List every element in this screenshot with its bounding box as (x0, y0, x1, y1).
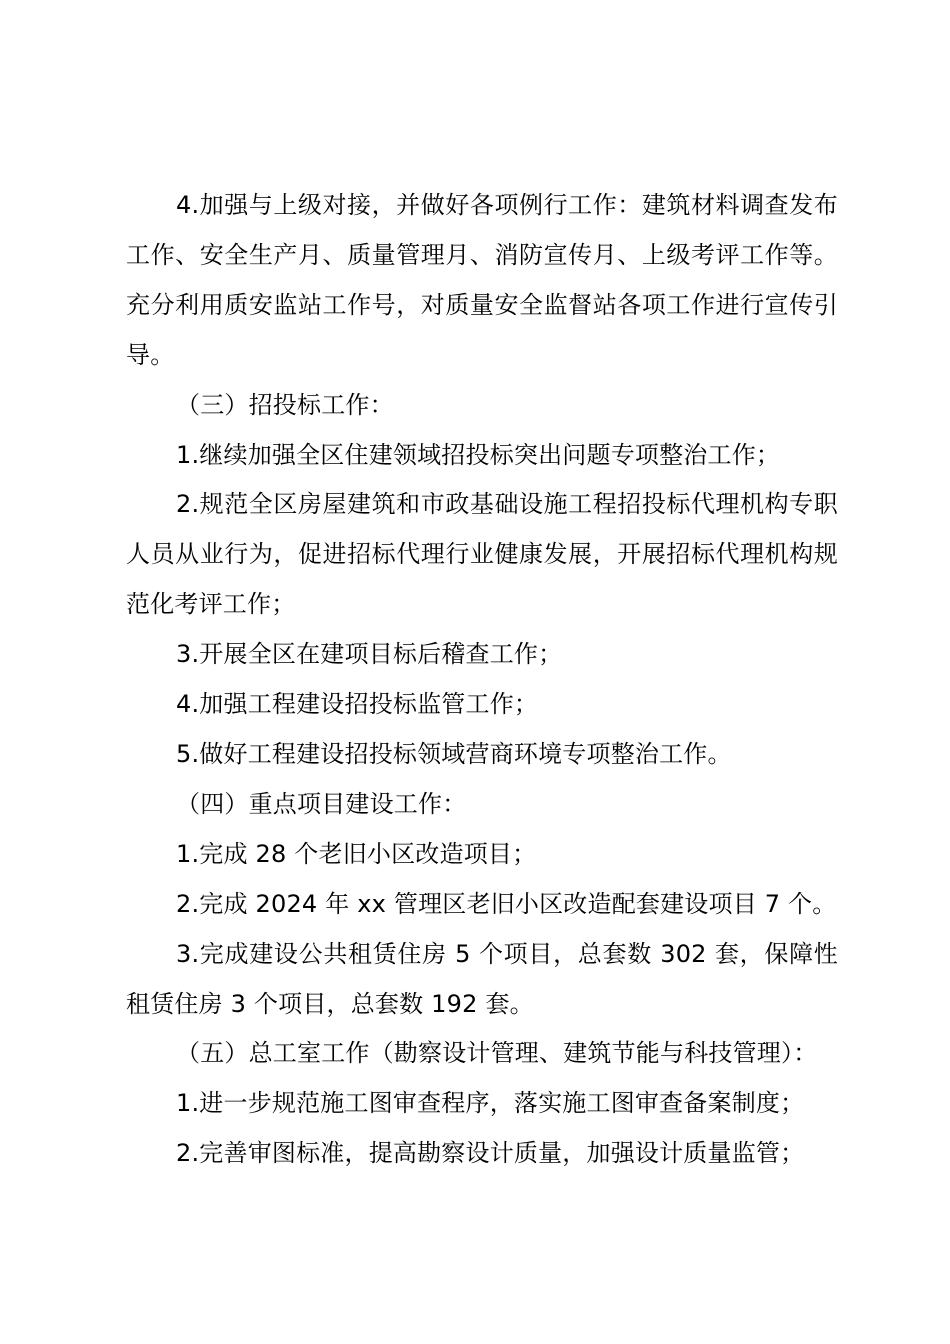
paragraph-key-project-item-1: 1.完成 28 个老旧小区改造项目； (176, 839, 537, 868)
paragraph-chief-engineer-item-2: 2.完善审图标准，提高勘察设计质量，加强设计质量监管； (176, 1139, 805, 1168)
paragraph-bidding-item-4: 4.加强工程建设招投标监管工作； (176, 690, 539, 719)
paragraph-bidding-item-3: 3.开展全区在建项目标后稽查工作； (176, 640, 563, 669)
heading-key-projects: （四）重点项目建设工作： (176, 789, 467, 818)
paragraph-key-project-item-2: 2.完成 2024 年 xx 管理区老旧小区改造配套建设项目 7 个。 (176, 889, 837, 918)
paragraph-chief-engineer-item-1: 1.进一步规范施工图审查程序，落实施工图审查备案制度； (176, 1089, 805, 1118)
document-body (126, 181, 838, 1179)
paragraph-bidding-item-5: 5.做好工程建设招投标领域营商环境专项整治工作。 (176, 739, 732, 768)
paragraph-bidding-item-1: 1.继续加强全区住建领域招投标突出问题专项整治工作； (176, 440, 781, 469)
paragraph-key-project-item-3: 3.完成建设公共租赁住房 5 个项目，总套数 302 套，保障性租赁住房 3 个项目，总套数 192 套。 (126, 939, 838, 1018)
heading-bidding-work: （三）招投标工作： (176, 390, 394, 419)
heading-chief-engineer-office: （五）总工室工作（勘察设计管理、建筑节能与科技管理）： (176, 1039, 818, 1068)
paragraph-liaison-and-routine-work: 4.加强与上级对接，并做好各项例行工作：建筑材料调查发布工作、安全生产月、质量管理月、消防宣传月、上级考评工作等。充分利用质安监站工作号，对质量安全监督站各项工作进行宣传引导。 (126, 191, 838, 369)
paragraph-bidding-item-2: 2.规范全区房屋建筑和市政基础设施工程招投标代理机构专职人员从业行为，促进招标代理行业健康发展，开展招标代理机构规范化考评工作； (126, 490, 838, 619)
